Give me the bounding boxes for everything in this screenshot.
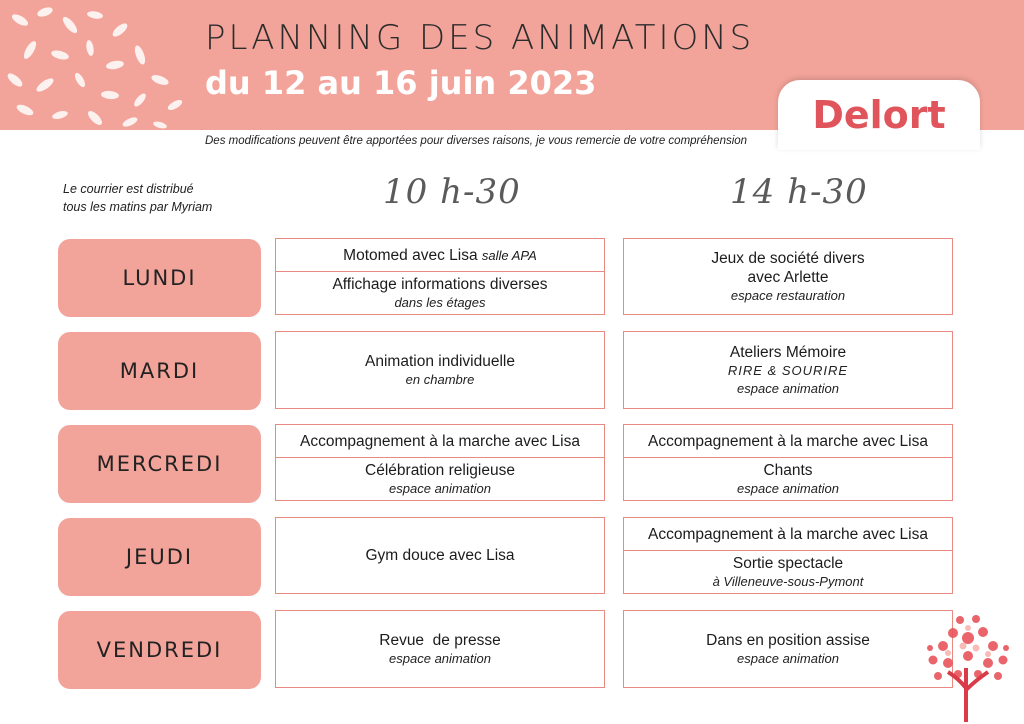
activity-title: Jeux de société divers xyxy=(711,249,865,267)
afternoon-time: 14 h-30 xyxy=(730,172,868,212)
activity-title: Animation individuelle xyxy=(365,352,515,370)
day-label-mardi: MARDI xyxy=(58,332,261,410)
activity-location: en chambre xyxy=(405,371,475,387)
list-item xyxy=(624,425,952,457)
activity-title: Motomed avec Lisa xyxy=(343,246,478,264)
activity-title: Accompagnement à la marche avec Lisa xyxy=(299,432,580,450)
list-item xyxy=(624,550,952,593)
list-item xyxy=(624,239,952,314)
day-label-lundi: LUNDI xyxy=(58,239,261,317)
activity-title: Gym douce avec Lisa xyxy=(365,547,515,564)
lundi-afternoon-cell xyxy=(623,238,953,315)
activity-title: Célébration religieuse xyxy=(365,461,515,479)
activity-title: Revue de presse xyxy=(379,631,501,649)
tree-icon xyxy=(918,608,1018,722)
page-title: PLANNING DES ANIMATIONS xyxy=(205,18,755,58)
vendredi-afternoon-cell xyxy=(623,610,953,688)
mail-note-line1: Le courrier est distribué xyxy=(63,182,194,196)
activity-location: dans les étages xyxy=(394,294,486,310)
list-item xyxy=(276,457,604,500)
activity-location: espace restauration xyxy=(730,287,846,303)
activity-location: espace animation xyxy=(737,380,839,396)
list-item xyxy=(276,239,604,271)
list-item xyxy=(276,332,604,408)
day-label-vendredi: VENDREDI xyxy=(58,611,261,689)
list-item xyxy=(276,518,604,593)
activity-subtitle: RIRE & SOURIRE xyxy=(727,362,849,378)
day-label-mercredi: MERCREDI xyxy=(58,425,261,503)
list-item xyxy=(276,425,604,457)
mercredi-morning-cell xyxy=(275,424,605,501)
activity-title: Ateliers Mémoire xyxy=(729,343,847,361)
mercredi-afternoon-cell xyxy=(623,424,953,501)
activity-title-line2: avec Arlette xyxy=(747,268,829,286)
mail-note-line2: tous les matins par Myriam xyxy=(63,200,213,214)
date-range: du 12 au 16 juin 2023 xyxy=(205,64,597,102)
residence-name: Delort xyxy=(812,93,946,137)
jeudi-morning-cell xyxy=(275,517,605,594)
activity-location: espace animation xyxy=(389,650,491,666)
notice-text: Des modifications peuvent être apportées pour diverses raisons, je vous remercie de votre compréhension xyxy=(205,135,748,147)
leaves-decoration-icon xyxy=(0,0,200,130)
list-item xyxy=(276,271,604,314)
mail-note xyxy=(63,180,212,216)
list-item xyxy=(624,332,952,408)
residence-tab xyxy=(778,80,980,150)
list-item xyxy=(624,611,952,687)
activity-location: à Villeneuve-sous-Pymont xyxy=(712,573,864,589)
activity-title: Chants xyxy=(763,461,813,479)
list-item xyxy=(276,611,604,687)
activity-title: Affichage informations diverses xyxy=(332,275,548,293)
activity-location: salle APA xyxy=(481,247,537,263)
activity-title: Accompagnement à la marche avec Lisa xyxy=(647,432,928,450)
mardi-afternoon-cell xyxy=(623,331,953,409)
jeudi-afternoon-cell xyxy=(623,517,953,594)
activity-title: Accompagnement à la marche avec Lisa xyxy=(647,525,928,543)
lundi-morning-cell xyxy=(275,238,605,315)
activity-location: espace animation xyxy=(737,650,839,666)
list-item xyxy=(624,457,952,500)
day-label-jeudi: JEUDI xyxy=(58,518,261,596)
activity-location: espace animation xyxy=(389,480,491,496)
morning-time: 10 h-30 xyxy=(383,172,521,212)
activity-title: Sortie spectacle xyxy=(732,554,844,572)
mardi-morning-cell xyxy=(275,331,605,409)
list-item xyxy=(624,518,952,550)
vendredi-morning-cell xyxy=(275,610,605,688)
activity-title: Dans en position assise xyxy=(706,631,870,649)
activity-location: espace animation xyxy=(737,480,839,496)
